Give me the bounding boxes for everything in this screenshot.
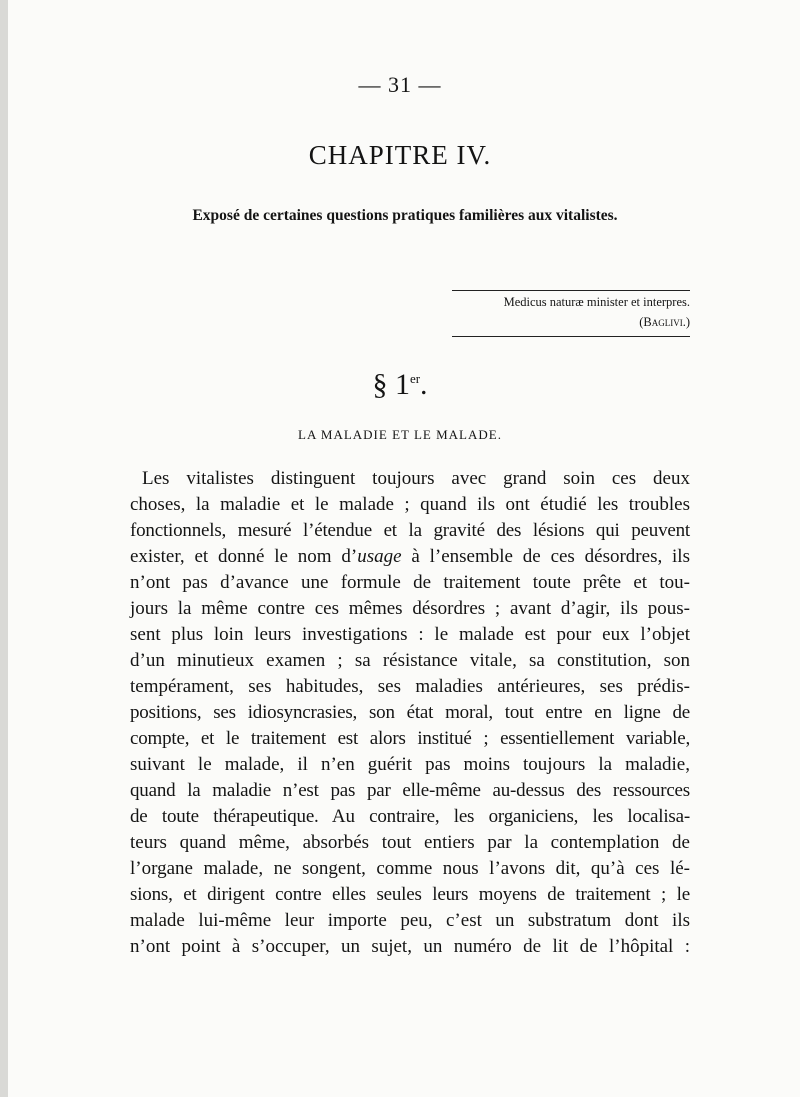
body-line: d’un minutieux examen ; sa résistance vitale, sa constitution, son xyxy=(130,650,690,671)
body-line: compte, et le traitement est alors institué ; essentiellement variable, xyxy=(130,728,690,749)
body-line: malade lui-même leur importe peu, c’est un substratum dont ils xyxy=(130,910,690,931)
body-line: jours la même contre ces mêmes désordres ; avant d’agir, ils pous- xyxy=(130,598,690,619)
body-text xyxy=(130,466,690,960)
section-symbol: § 1 xyxy=(372,368,410,401)
body-line-segment: à l’ensemble de ces désordres, ils xyxy=(401,546,690,567)
page-number: — 31 — xyxy=(358,72,442,97)
body-line: Les vitalistes distinguent toujours avec grand soin ces deux xyxy=(142,468,690,489)
chapter-title: CHAPITRE IV. xyxy=(308,140,492,170)
section-suffix: . xyxy=(420,368,428,401)
body-line: tempérament, ses habitudes, ses maladies antérieures, ses prédis- xyxy=(130,676,690,697)
body-line: fonctionnels, mesuré l’étendue et la gravité des lésions qui peuvent xyxy=(130,520,690,541)
body-line-with-italic xyxy=(130,544,690,570)
body-line: l’organe malade, ne songent, comme nous l’avons dit, qu’à ces lé- xyxy=(130,858,690,879)
epigraph-rule-top xyxy=(452,290,690,291)
body-line: quand la maladie n’est pas par elle-même au-dessus des ressources xyxy=(130,780,690,801)
chapter-subtitle: Exposé de certaines questions pratiques familières aux vitalistes. xyxy=(192,207,618,224)
body-line: n’ont point à s’occuper, un sujet, un numéro de lit de l’hôpital : xyxy=(130,936,690,957)
epigraph xyxy=(440,292,690,332)
body-line-segment: exister, et donné le nom d’ xyxy=(130,546,358,567)
body-line: sent plus loin leurs investigations : le malade est pour eux l’objet xyxy=(130,624,690,645)
epigraph-rule-bottom xyxy=(452,336,690,337)
epigraph-quote: Medicus naturæ minister et interpres. xyxy=(503,295,690,309)
body-line: positions, ses idiosyncrasies, son état moral, tout entre en ligne de xyxy=(130,702,690,723)
body-line: n’ont pas d’avance une formule de traitement toute prête et tou- xyxy=(130,572,690,593)
section-heading xyxy=(340,368,460,402)
epigraph-author: (Baglivi.) xyxy=(639,315,690,329)
italic-term: usage xyxy=(357,546,402,567)
section-title: LA MALADIE ET LE MALADE. xyxy=(298,427,502,442)
section-superscript: er xyxy=(409,371,421,386)
body-line: de toute thérapeutique. Au contraire, les organiciens, les localisa- xyxy=(130,806,690,827)
body-line: sions, et dirigent contre elles seules leurs moyens de traitement ; le xyxy=(130,884,690,905)
body-line: choses, la maladie et le malade ; quand ils ont étudié les troubles xyxy=(130,494,690,515)
body-line: suivant le malade, il n’en guérit pas moins toujours la maladie, xyxy=(130,754,690,775)
body-line: teurs quand même, absorbés tout entiers par la contemplation de xyxy=(130,832,690,853)
